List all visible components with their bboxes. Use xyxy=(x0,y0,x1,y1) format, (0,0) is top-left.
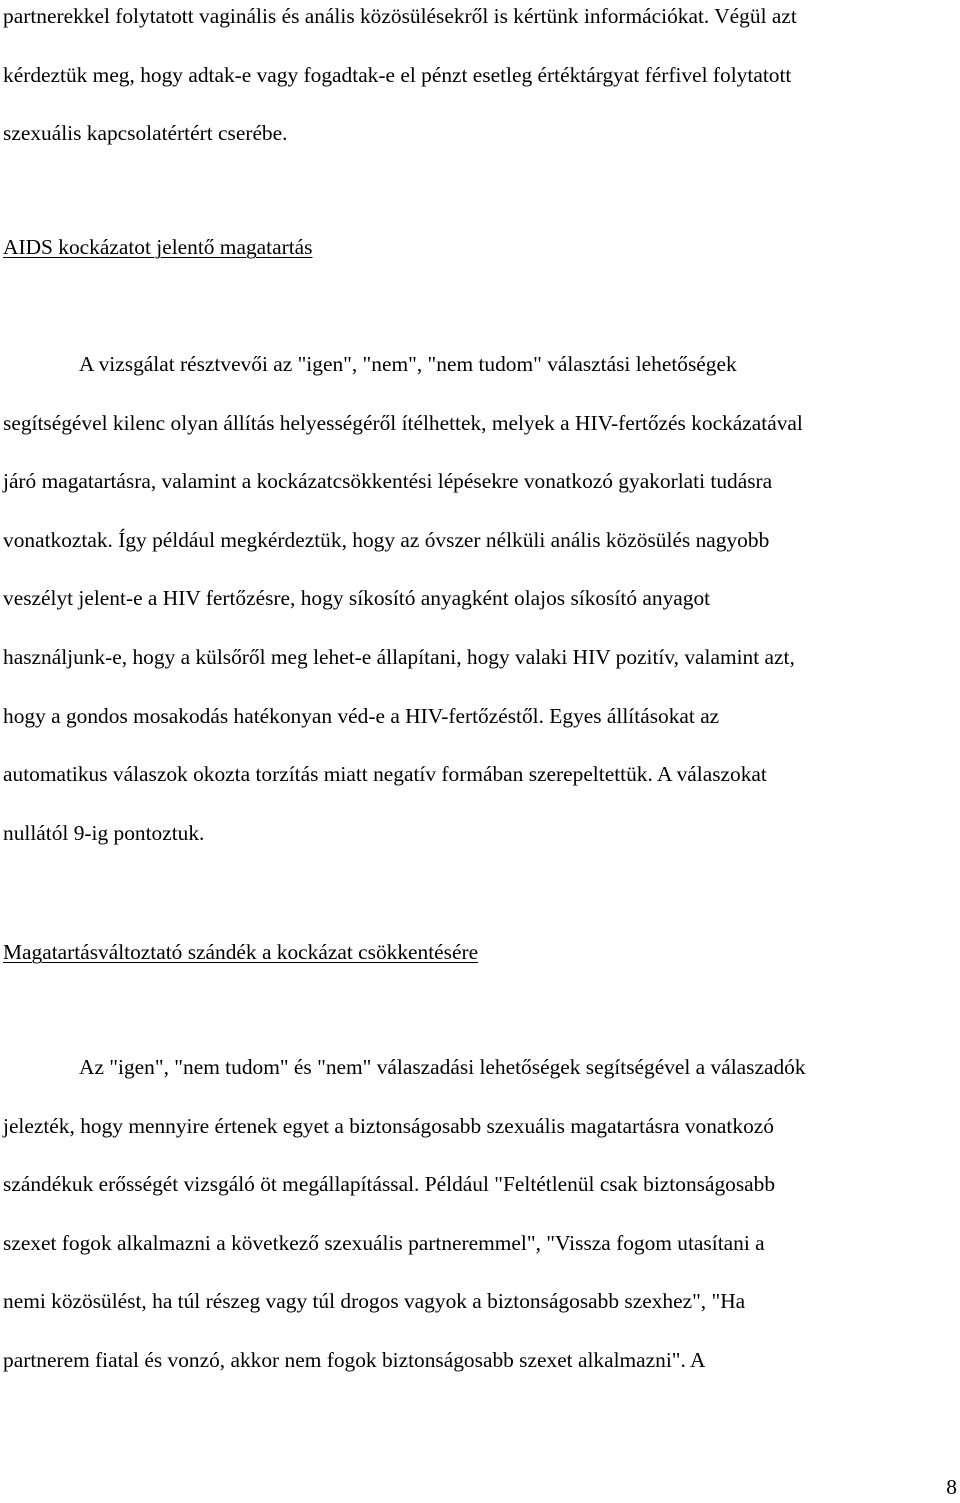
paragraph-line: kérdeztük meg, hogy adtak-e vagy fogadtak-e el pénzt esetleg értéktárgyat férfivel folytatott xyxy=(3,62,792,87)
paragraph-line: veszélyt jelent-e a HIV fertőzésre, hogy síkosító anyagként olajos síkosító anyagot xyxy=(3,586,711,611)
section-2-paragraph xyxy=(3,1038,958,1390)
paragraph-line: segítségével kilenc olyan állítás helyességéről ítélhettek, melyek a HIV-fertőzés kockázatával xyxy=(3,410,803,435)
section-heading-behavior-change: Magatartásváltoztató szándék a kockázat csökkentésére xyxy=(3,940,479,964)
section-1-paragraph xyxy=(3,335,958,862)
paragraph-line: használjunk-e, hogy a külsőről meg lehet-e állapítani, hogy valaki HIV pozitív, valamint azt, xyxy=(3,644,795,669)
paragraph-line: vonatkoztak. Így például megkérdeztük, hogy az óvszer nélküli anális közösülés nagyobb xyxy=(3,527,770,552)
paragraph-line: partnerekkel folytatott vaginális és anális közösülésekről is kértünk információkat. Végül azt xyxy=(3,4,797,28)
paragraph-line: automatikus válaszok okozta torzítás miatt negatív formában szerepeltettük. A válaszokat xyxy=(3,762,767,787)
paragraph-line: A vizsgálat résztvevői az "igen", "nem", "nem tudom" választási lehetőségek xyxy=(79,352,737,376)
intro-paragraph xyxy=(3,0,958,163)
paragraph-line: nemi közösülést, ha túl részeg vagy túl drogos vagyok a biztonságosabb szexhez", "Ha xyxy=(3,1289,746,1314)
page-number: 8 xyxy=(946,1475,957,1499)
paragraph-line: szexuális kapcsolatértért cserébe. xyxy=(3,121,288,146)
paragraph-line: nullától 9-ig pontoztuk. xyxy=(3,820,205,845)
section-heading-aids-risk: AIDS kockázatot jelentő magatartás xyxy=(3,235,313,259)
paragraph-line: hogy a gondos mosakodás hatékonyan véd-e a HIV-fertőzéstől. Egyes állításokat az xyxy=(3,703,720,728)
paragraph-line: járó magatartásra, valamint a kockázatcsökkentési lépésekre vonatkozó gyakorlati tudásra xyxy=(3,469,773,494)
paragraph-line: jelezték, hogy mennyire értenek egyet a biztonságosabb szexuális magatartásra vonatkozó xyxy=(3,1113,774,1138)
paragraph-line: partnerem fiatal és vonzó, akkor nem fogok biztonságosabb szexet alkalmazni". A xyxy=(3,1347,706,1372)
paragraph-line: szándékuk erősségét vizsgáló öt megállapítással. Például "Feltétlenül csak biztonságosabb xyxy=(3,1172,776,1197)
paragraph-line: Az "igen", "nem tudom" és "nem" válaszadási lehetőségek segítségével a válaszadók xyxy=(79,1055,806,1079)
paragraph-line: szexet fogok alkalmazni a következő szexuális partneremmel", "Vissza fogom utasítani a xyxy=(3,1230,765,1255)
